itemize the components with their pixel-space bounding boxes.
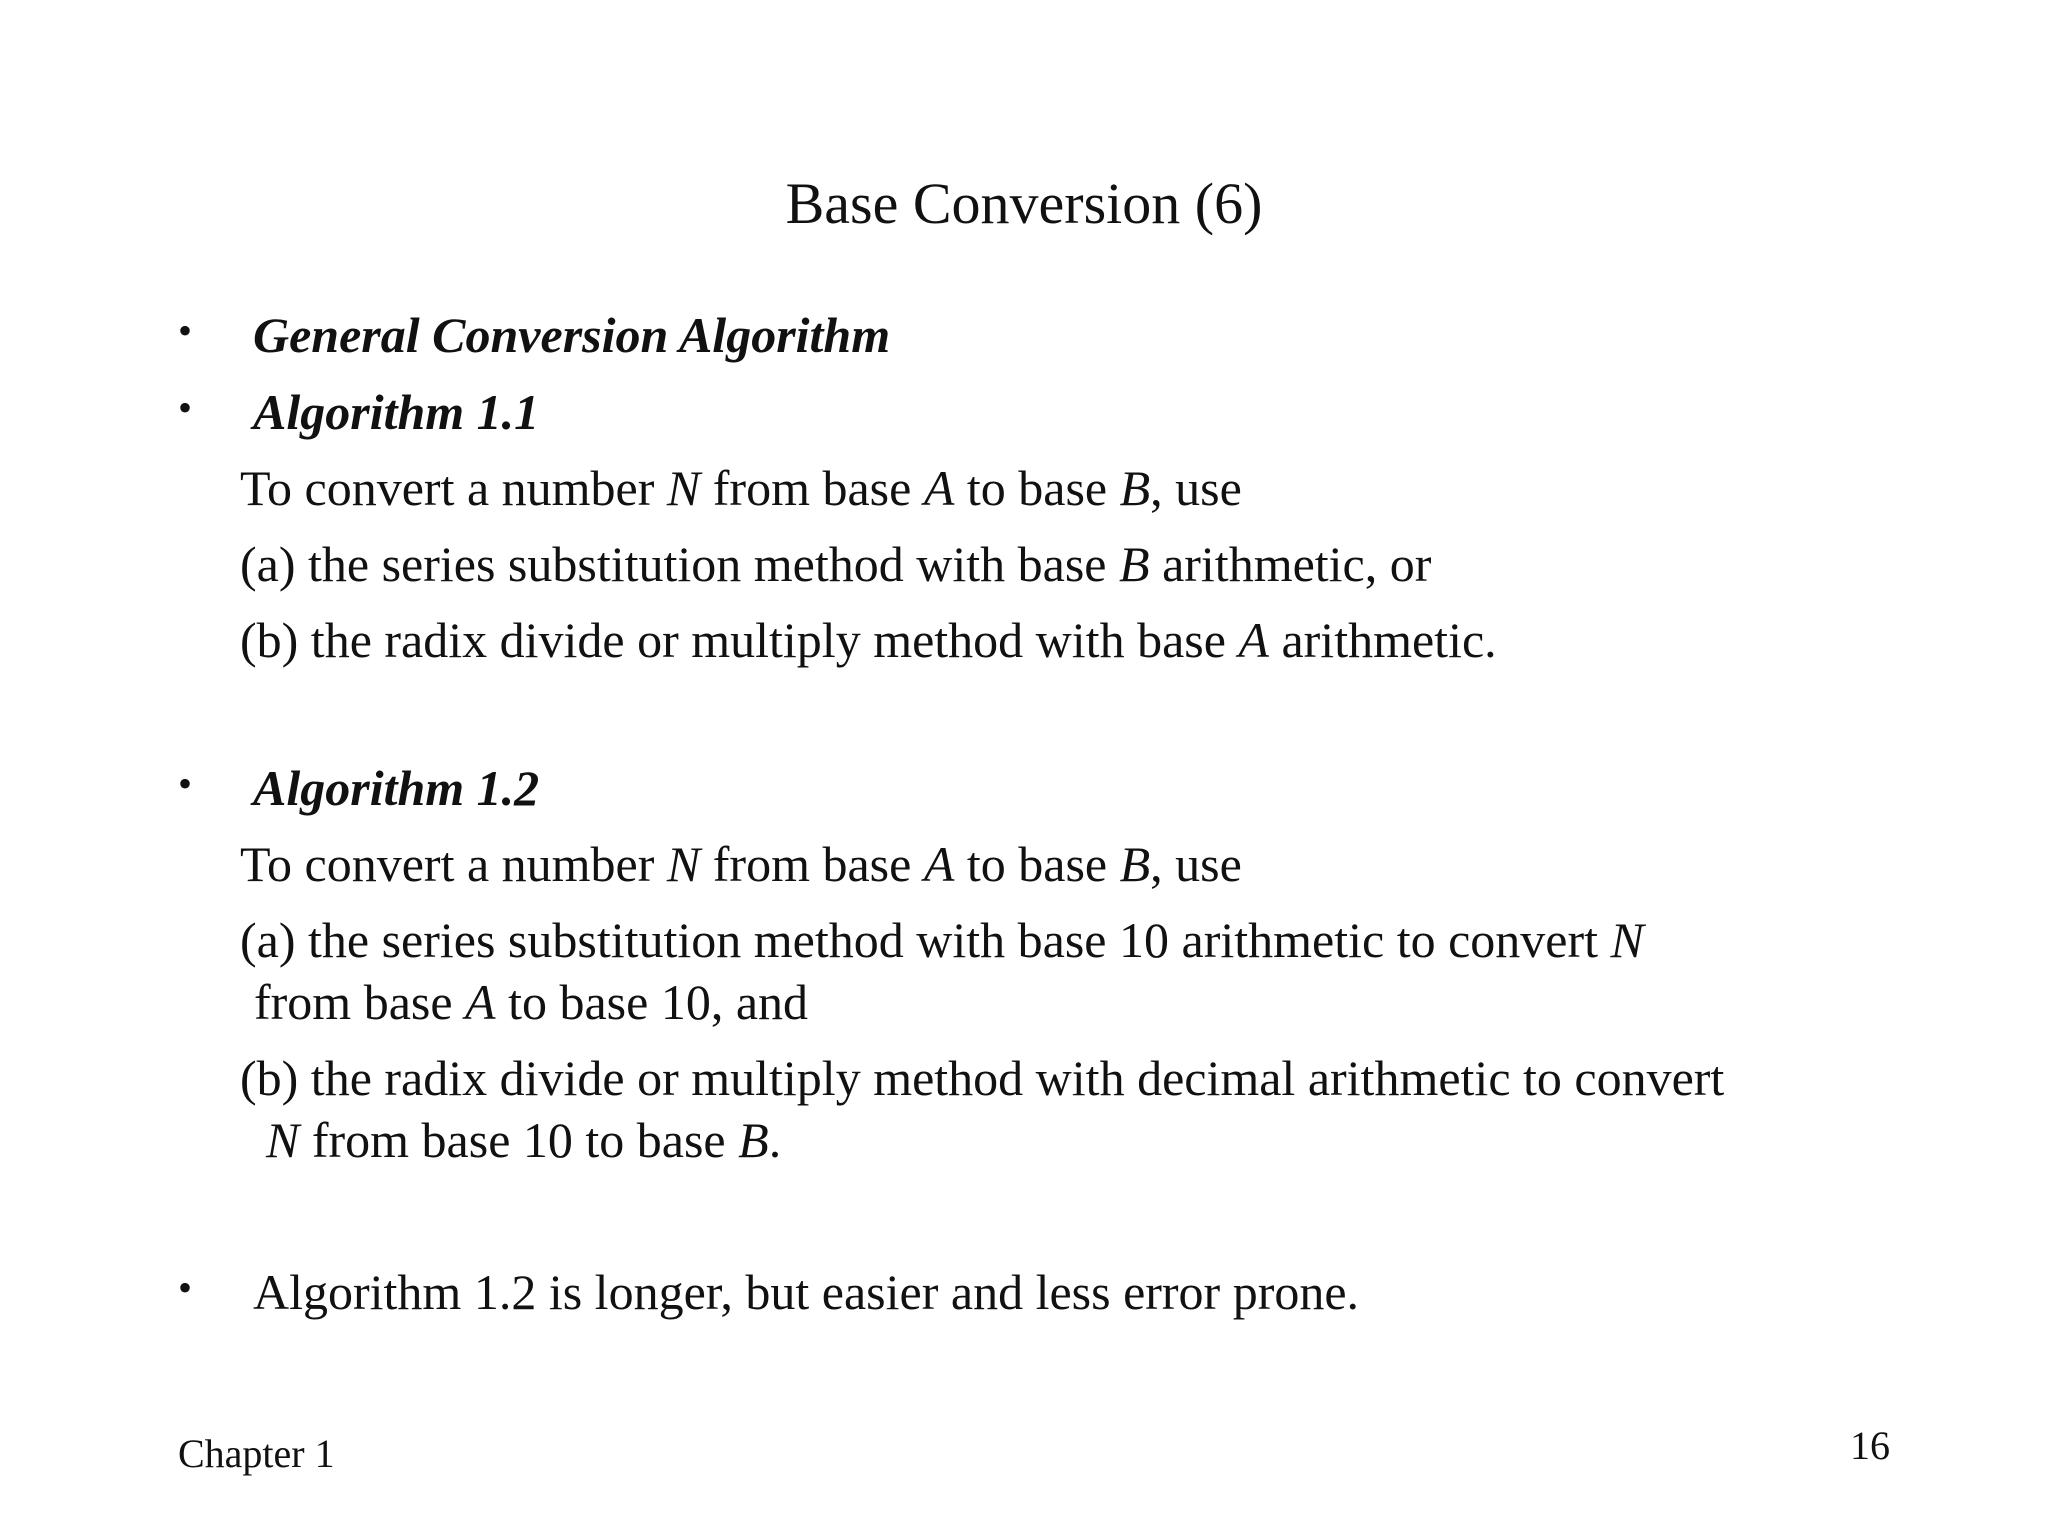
text-run: To convert a number [240, 460, 667, 516]
text-run: , use [1150, 836, 1242, 892]
text-run: from base [700, 460, 924, 516]
bullet-algorithm-1-1-text: Algorithm 1.1 [253, 384, 540, 440]
text-run: To convert a number [240, 836, 667, 892]
text-run: (b) the radix divide or multiply method with decimal arithmetic to convert [240, 1050, 1725, 1106]
text-run: from base [700, 836, 924, 892]
variable: B [1119, 536, 1150, 592]
algo12-line-2 [240, 910, 1644, 970]
footer-page-number: 16 [1850, 1423, 1890, 1468]
variable: A [923, 460, 955, 516]
variable: A [923, 836, 955, 892]
text-run: from base 10 to base [299, 1112, 739, 1168]
text-run: to base 10, and [495, 974, 809, 1030]
variable: N [1610, 912, 1644, 968]
variable: A [465, 974, 496, 1030]
bullet-algorithm-1-2-text: Algorithm 1.2 [253, 760, 540, 816]
variable: N [666, 836, 701, 892]
algo12-line-4 [240, 1048, 1724, 1108]
variable: N [266, 1112, 300, 1168]
bullet-dot: • [178, 385, 193, 430]
variable: A [1238, 612, 1269, 668]
algo12-line-1 [240, 834, 1242, 894]
algo11-line-3 [240, 610, 1497, 670]
text-run: arithmetic, or [1149, 536, 1432, 592]
text-run: . [768, 1112, 782, 1168]
algo11-line-1 [240, 458, 1242, 518]
slide-title: Base Conversion (6) [785, 171, 1263, 236]
bullet-general-conversion-text: General Conversion Algorithm [253, 307, 891, 363]
text-run: (a) the series substitution method with base 10 arithmetic to convert [240, 912, 1611, 968]
text-run: from base [254, 974, 466, 1030]
algo12-line-5 [266, 1110, 781, 1170]
algo12-line-3 [254, 972, 808, 1032]
footer-chapter: Chapter 1 [178, 1431, 335, 1476]
text-run: , use [1150, 460, 1242, 516]
text-run: to base [954, 460, 1120, 516]
algo11-line-2 [240, 534, 1431, 594]
bullet-dot: • [178, 761, 193, 806]
bullet-dot: • [178, 308, 193, 353]
bullet-conclusion-text: Algorithm 1.2 is longer, but easier and less error prone. [253, 1264, 1360, 1320]
text-run: (b) the radix divide or multiply method with base [240, 612, 1239, 668]
variable: B [1119, 460, 1151, 516]
variable: N [666, 460, 701, 516]
variable: B [738, 1112, 769, 1168]
text-run: arithmetic. [1268, 612, 1497, 668]
bullet-dot: • [178, 1265, 193, 1310]
text-run: (a) the series substitution method with base [240, 536, 1120, 592]
text-run: to base [954, 836, 1120, 892]
variable: B [1119, 836, 1151, 892]
